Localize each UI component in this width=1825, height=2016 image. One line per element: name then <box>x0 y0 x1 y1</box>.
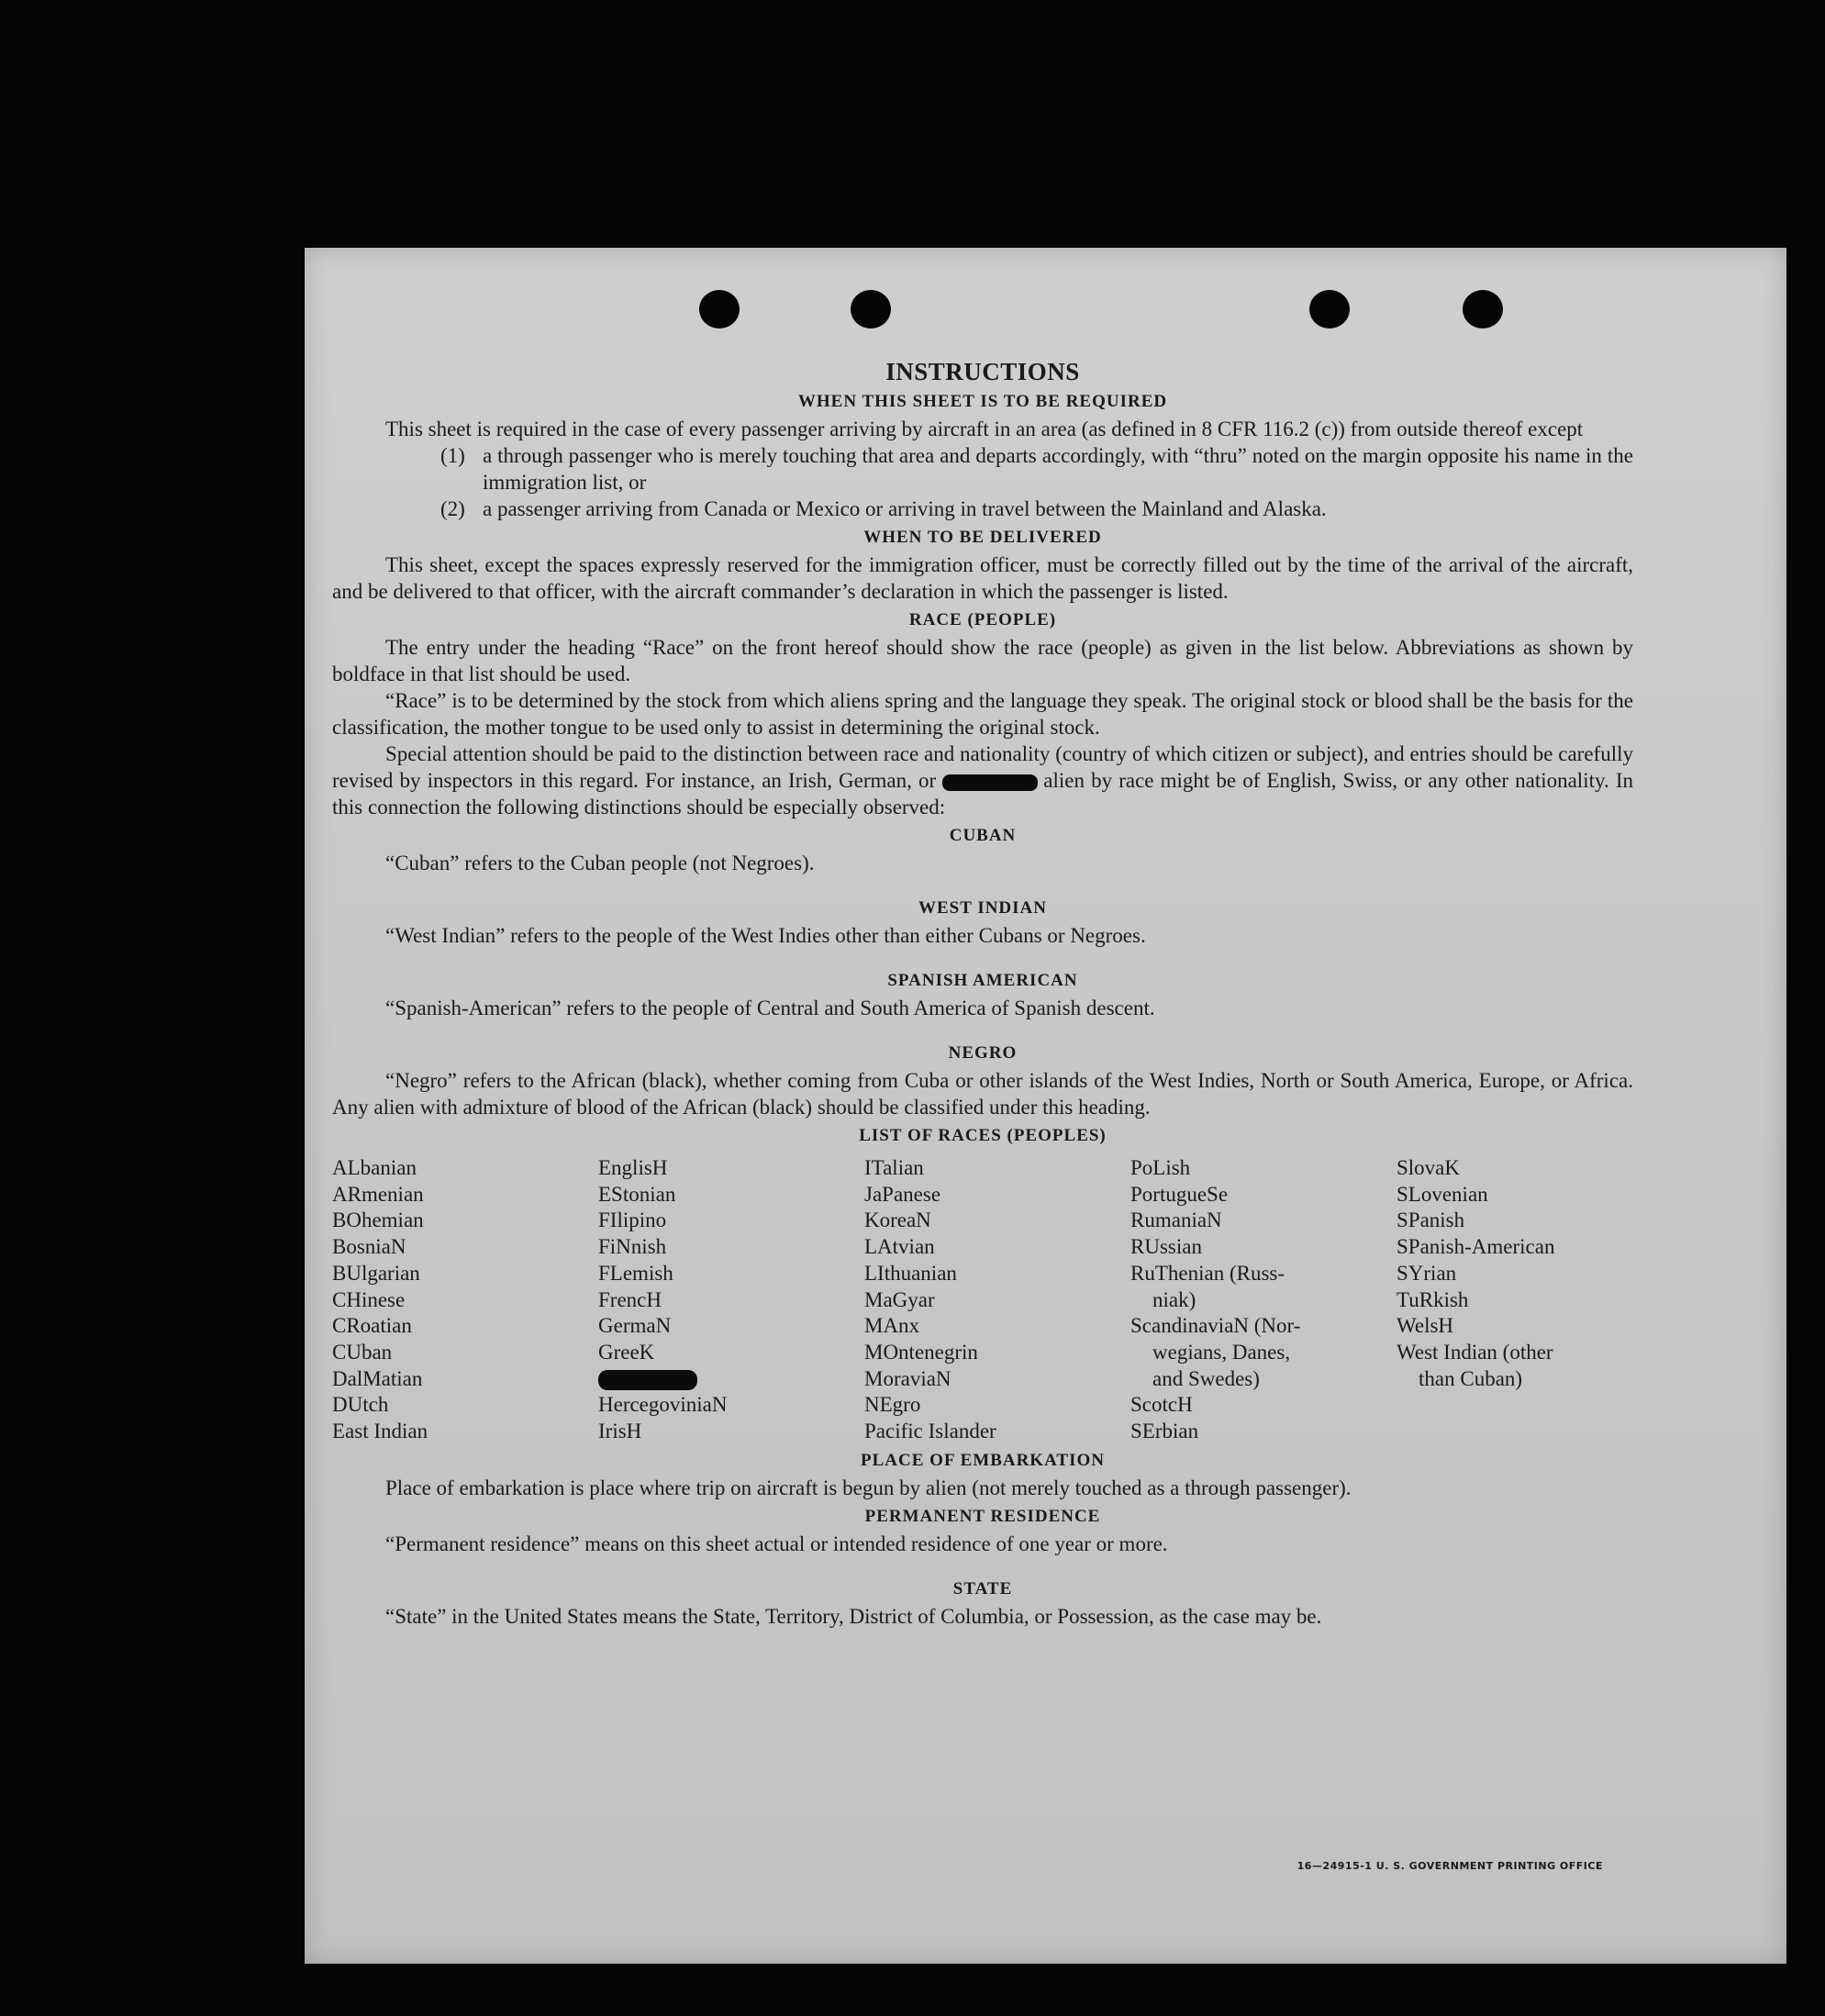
document-sheet <box>305 248 1786 1964</box>
paragraph: This sheet is required in the case of every passenger arriving by aircraft in an area (as defined in 8 CFR 116.2 (c)) from outside thereof except <box>385 418 1584 440</box>
race-item: KoreaN <box>864 1208 931 1232</box>
section-heading: CUBAN <box>949 826 1017 845</box>
paragraph: This sheet, except the spaces expressly reserved for the immigration officer, must be correctly filled out by the time of the arrival of the aircraft, and be delivered to that officer, with the aircraft commander’s declaration in which the passenger is listed. <box>332 553 1633 603</box>
race-item: than Cuban) <box>1419 1366 1523 1390</box>
list-item: (1) a through passenger who is merely touching that area and departs accordingly, with “thru” noted on the margin opposite his name in the immigration list, or <box>440 444 1633 494</box>
race-item: Pacific Islander <box>864 1420 996 1443</box>
race-item: EnglisH <box>598 1156 668 1179</box>
races-column <box>332 1155 598 1445</box>
paragraph: “Negro” refers to the African (black), whether coming from Cuba or other islands of the West Indies, North or South America, Europe, or Africa. Any alien with admixture of blood of the African (black) should be classified under this heading. <box>332 1069 1633 1119</box>
race-item: LAtvian <box>864 1235 935 1259</box>
race-item: NEgro <box>864 1393 921 1417</box>
race-item: IrisH <box>598 1420 642 1443</box>
redaction-mark <box>942 774 1038 791</box>
punch-hole <box>1309 290 1350 329</box>
race-item: GreeK <box>598 1340 655 1364</box>
punch-hole <box>1463 290 1503 329</box>
race-item: niak) <box>1152 1287 1196 1311</box>
race-item: SLovenian <box>1397 1182 1488 1206</box>
section-heading: LIST OF RACES (PEOPLES) <box>859 1126 1107 1145</box>
page-title: INSTRUCTIONS <box>885 358 1080 385</box>
race-item: SErbian <box>1130 1420 1199 1443</box>
race-item: ARmenian <box>332 1182 424 1206</box>
race-item: MOntenegrin <box>864 1340 978 1364</box>
race-item: MoraviaN <box>864 1366 951 1390</box>
race-item: BOhemian <box>332 1208 424 1232</box>
race-item: HercegoviniaN <box>598 1393 728 1417</box>
punch-hole <box>851 290 891 329</box>
section-heading: PERMANENT RESIDENCE <box>864 1506 1101 1526</box>
punch-hole <box>699 290 740 329</box>
race-item: SPanish <box>1397 1208 1465 1232</box>
section-heading: STATE <box>952 1578 1013 1598</box>
section-heading: WEST INDIAN <box>918 898 1047 918</box>
race-item: FIlipino <box>598 1208 667 1232</box>
race-item: PoLish <box>1130 1156 1191 1179</box>
race-item: SPanish-American <box>1397 1235 1555 1259</box>
race-item: FiNnish <box>598 1235 667 1259</box>
race-item: SlovaK <box>1397 1156 1460 1179</box>
races-column <box>1397 1155 1633 1445</box>
race-item: CHinese <box>332 1287 406 1311</box>
race-item: RUssian <box>1130 1235 1202 1259</box>
paragraph: “West Indian” refers to the people of the West Indies other than either Cubans or Negroes. <box>385 924 1146 947</box>
race-item: ITalian <box>864 1156 924 1179</box>
paragraph: Special attention should be paid to the distinction between race and nationality (country of which citizen or subject), and entries should be carefully revised by inspectors in this regard. For instance, an Irish, German, or alien by race might be of English, Swiss, or any other nationality. In this connection the following distinctions should be especially observed: <box>332 742 1634 819</box>
paragraph: “Spanish-American” refers to the people of Central and South America of Spanish descent. <box>385 997 1155 1019</box>
race-item: MAnx <box>864 1314 920 1338</box>
race-item: JaPanese <box>864 1182 941 1206</box>
race-item: GermaN <box>598 1314 672 1338</box>
race-item: East Indian <box>332 1420 428 1443</box>
race-item: CRoatian <box>332 1314 412 1338</box>
section-heading: RACE (PEOPLE) <box>908 610 1057 629</box>
section-heading: NEGRO <box>948 1043 1018 1063</box>
race-item: FLemish <box>598 1261 673 1285</box>
races-column <box>1130 1155 1397 1445</box>
paragraph: “Cuban” refers to the Cuban people (not Negroes). <box>385 852 815 874</box>
race-item: PortugueSe <box>1130 1182 1229 1206</box>
race-item: BosniaN <box>332 1235 406 1259</box>
section-heading: WHEN THIS SHEET IS TO BE REQUIRED <box>797 392 1168 411</box>
paragraph: Place of embarkation is place where trip on aircraft is begun by alien (not merely touched as a through passenger). <box>385 1476 1352 1499</box>
race-item: ScotcH <box>1130 1393 1193 1417</box>
races-list <box>332 1155 1633 1445</box>
printer-imprint: 16—24915-1 U. S. GOVERNMENT PRINTING OFFICE <box>1296 1860 1603 1872</box>
section-heading: SPANISH AMERICAN <box>887 971 1078 990</box>
paragraph: “State” in the United States means the State, Territory, District of Columbia, or Possession, as the case may be. <box>385 1604 1322 1628</box>
section-heading: WHEN TO BE DELIVERED <box>863 528 1102 547</box>
race-item: RumaniaN <box>1130 1208 1222 1232</box>
race-item: BUlgarian <box>332 1261 420 1285</box>
race-item: ScandinaviaN (Nor- <box>1130 1314 1301 1338</box>
paragraph: “Permanent residence” means on this sheet actual or intended residence of one year or more. <box>385 1531 1168 1555</box>
race-item: FrencH <box>598 1287 662 1311</box>
redaction-mark <box>598 1370 697 1390</box>
race-item: DalMatian <box>332 1366 423 1390</box>
paragraph: “Race” is to be determined by the stock from which aliens spring and the language they speak. The original stock or blood shall be the basis for the classification, the mother tongue to be used only to assist in determining the original stock. <box>332 689 1633 739</box>
races-column <box>598 1155 864 1445</box>
race-item: LIthuanian <box>864 1261 957 1285</box>
document-body <box>332 358 1633 1630</box>
race-item: EStonian <box>598 1182 676 1206</box>
list-item: (2) a passenger arriving from Canada or Mexico or arriving in travel between the Mainland and Alaska. <box>440 497 1327 520</box>
race-item: DUtch <box>332 1393 389 1417</box>
race-item: and Swedes) <box>1152 1366 1260 1390</box>
races-column <box>864 1155 1130 1445</box>
race-item: CUban <box>332 1340 393 1364</box>
paragraph: The entry under the heading “Race” on the front hereof should show the race (people) as given in the list below. Abbreviations as shown by boldface in that list should be used. <box>332 636 1633 685</box>
race-item: SYrian <box>1397 1261 1457 1285</box>
race-item: TuRkish <box>1397 1287 1469 1311</box>
race-item: West Indian (other <box>1397 1340 1553 1364</box>
race-item: ALbanian <box>332 1156 417 1179</box>
race-item: WelsH <box>1397 1314 1454 1338</box>
race-item: RuThenian (Russ- <box>1130 1261 1285 1285</box>
section-heading: PLACE OF EMBARKATION <box>861 1450 1105 1470</box>
race-item-redacted <box>598 1366 864 1393</box>
race-item: wegians, Danes, <box>1152 1340 1291 1364</box>
race-item: MaGyar <box>864 1287 935 1311</box>
